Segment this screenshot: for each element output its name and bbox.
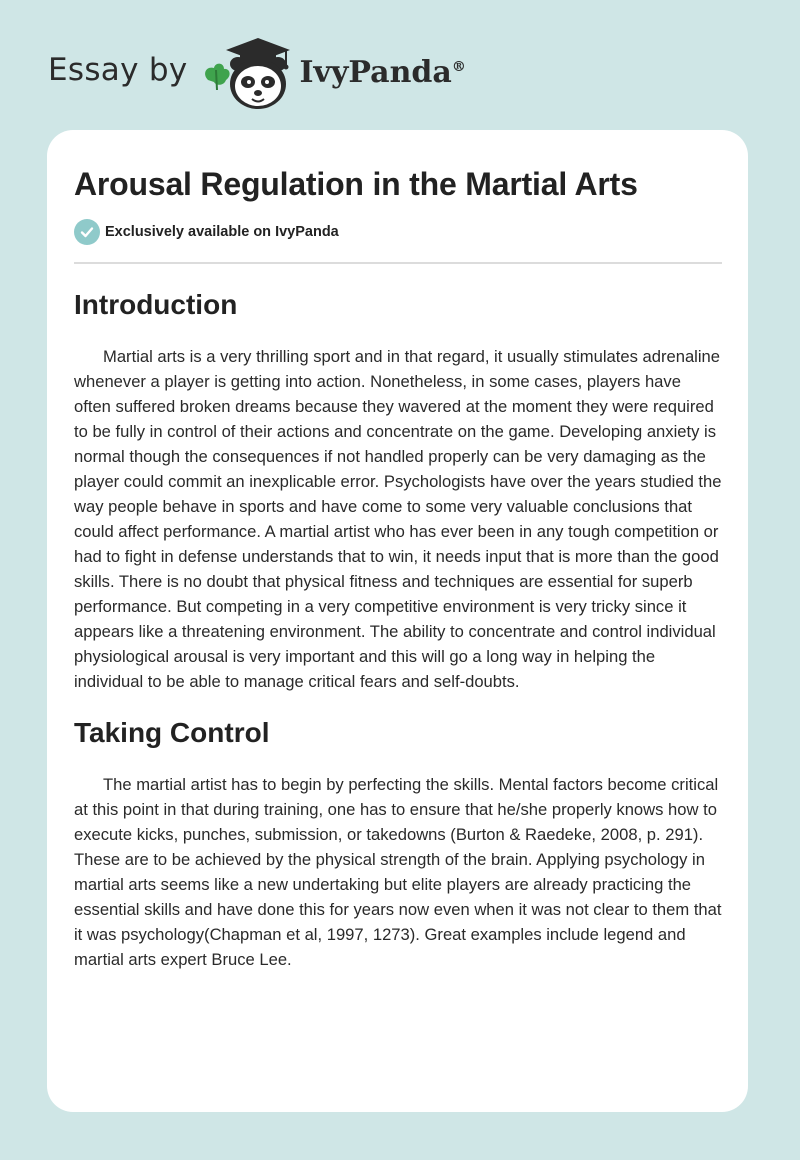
essay-card	[47, 130, 748, 1112]
brand-label: IvyPanda	[299, 54, 452, 90]
site-header	[48, 34, 508, 114]
exclusive-label: Exclusively available on IvyPanda	[105, 224, 339, 240]
section-paragraph-taking-control: The martial artist has to begin by perfecting the skills. Mental factors become critical at this point in that during training, one has to ensure that he/she properly knows how to execute kicks, punches, submission, or takedowns (Burton & Raedeke, 2008, p. 291). These are to be achieved by the physical strength of the brain. Applying psychology in martial arts seems like a new undertaking but elite players are already practicing the essential skills and have done this for years now even when it was not clear to them that it was psychology(Chapman et al, 1997, 1273). Great examples include legend and martial arts expert Bruce Lee.	[74, 775, 722, 969]
essay-by-label: Essay by	[48, 52, 188, 88]
divider	[74, 262, 722, 264]
section-heading-introduction: Introduction	[74, 289, 238, 320]
check-circle-icon	[74, 219, 100, 245]
registered-mark: ®	[451, 58, 466, 75]
section-heading-taking-control: Taking Control	[74, 717, 270, 748]
section-paragraph-introduction: Martial arts is a very thrilling sport and in that regard, it usually stimulates adrenaline whenever a player is getting into action. Nonetheless, in some cases, players have often suffered broken dreams because they wavered at the moment they were required to be fully in control of their actions and concentrate on the game. Developing anxiety is normal though the consequences if not handled properly can be very damaging as the player could commit an inexplicable error. Psychologists have over the years studied the way people behave in sports and have come to some very valuable conclusions that could affect performance. A martial artist who has ever been in any tough competition or had to fight in defense understands that to win, it needs input that is more than the good skills. There is no doubt that physical fitness and techniques are essential for superb performance. But competing in a very competitive environment is very tricky since it appears like a threatening environment. The ability to concentrate and control individual physiological arousal is very important and this will go a long way in helping the individual to be able to manage critical fears and self-doubts.	[74, 347, 722, 691]
brand-name[interactable]	[300, 55, 466, 90]
exclusive-badge	[74, 218, 722, 246]
panda-logo-icon[interactable]	[202, 34, 294, 114]
page-title: Arousal Regulation in the Martial Arts	[74, 166, 638, 202]
